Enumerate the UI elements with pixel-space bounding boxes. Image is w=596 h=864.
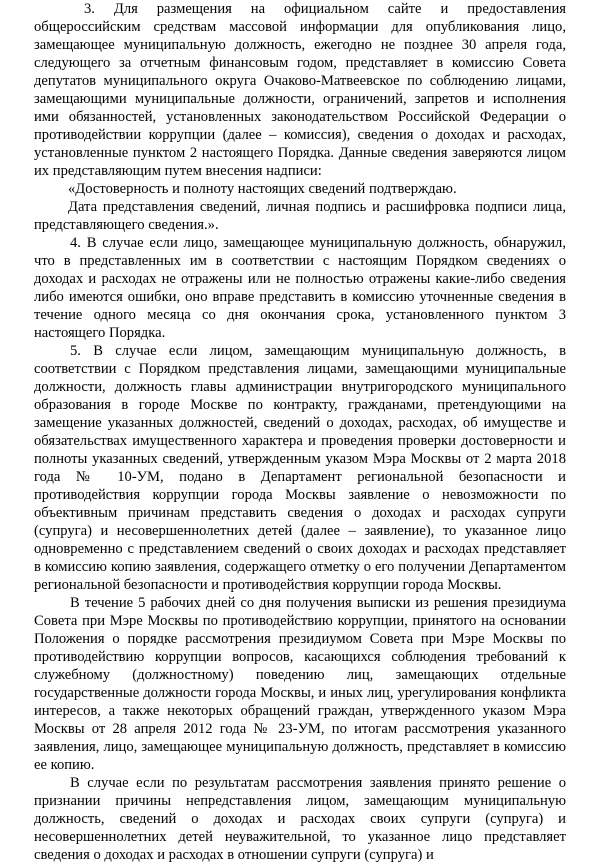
paragraph-3: 3. Для размещения на официальном сайте и предоставления общероссийским средствам массовой информации для опубликования лицо, замещающее муниципальную должность, ежегодно не позднее 30 апреля года, следующего за отчетным финансовым годом, представляет в комиссию Совета депутатов муниципального округа Очаково-Матвеевское по соблюдению лицами, замещающими муниципальные должности, ограничений, запретов и исполнения ими обязанностей, установленных законодательством Российской Федерации о противодействии коррупции (далее – комиссия), сведения о доходах и расходах, установленные пунктом 2 настоящего Порядка. Данные сведения заверяются лицом их представляющим путем внесения надписи: (34, 1, 566, 179)
paragraph-quote-line-2: Дата представления сведений, личная подпись и расшифровка подписи лица, представляющего сведения.». (34, 199, 566, 233)
document-page (34, 0, 566, 864)
paragraph-quote-line-1: «Достоверность и полноту настоящих сведений подтверждаю. (68, 181, 457, 197)
paragraph-5-deadline: В течение 5 рабочих дней со дня получения выписки из решения президиума Совета при Мэре Москвы по противодействию коррупции, принятого на основании Положения о порядке рассмотрения президиумом Совета при Мэре Москвы по противодействию коррупции вопросов, касающихся соблюдения требований к служебному (должностному) поведению лиц, замещающих отдельные государственные должности города Москвы, и иных лиц, урегулирования конфликта интересов, а также некоторых обращений граждан, утвержденного указом Мэра Москвы от 28 апреля 2012 года № 23-УМ, по итогам рассмотрения указанного заявления, лицо, замещающее муниципальную должность, представляет в комиссию ее копию. (34, 595, 566, 773)
paragraph-5: 5. В случае если лицом, замещающим муниципальную должность, в соответствии с Порядком представления лицами, замещающими муниципальные должности, должность главы администрации внутригородского муниципального образования в городе Москве по контракту, гражданами, претендующими на замещение указанных должностей, сведений о доходах, расходах, об имуществе и обязательствах имущественного характера и проведения проверки достоверности и полноты указанных сведений, утвержденным указом Мэра Москвы от 2 марта 2018 года № 10-УМ, подано в Департамент региональной безопасности и противодействия коррупции города Москвы заявление о невозможности по объективным причинам представить сведения о доходах и расходах супруги (супруга) и несовершеннолетних детей (далее – заявление), то указанное лицо одновременно с представлением сведений о своих доходах и расходах представляет в комиссию копию заявления, содержащего отметку о его получении Департаментом региональной безопасности и противодействия коррупции города Москвы. (34, 343, 566, 593)
paragraph-5-decision: В случае если по результатам рассмотрения заявления принято решение о признании причины непредставления лицом, замещающим муниципальную должность, сведений о доходах и расходах своих супруги (супруга) и несовершеннолетних детей неуважительной, то указанное лицо представляет сведения о доходах и расходах в отношении супруги (супруга) и (34, 775, 566, 863)
paragraph-4: 4. В случае если лицо, замещающее муниципальную должность, обнаружил, что в представленных им в соответствии с настоящим Порядком сведениях о доходах и расходах не отражены или не полностью отражены какие-либо сведения либо имеются ошибки, оно вправе представить в комиссию уточненные сведения в течение одного месяца со дня окончания срока, установленного пунктом 3 настоящего Порядка. (34, 235, 566, 341)
